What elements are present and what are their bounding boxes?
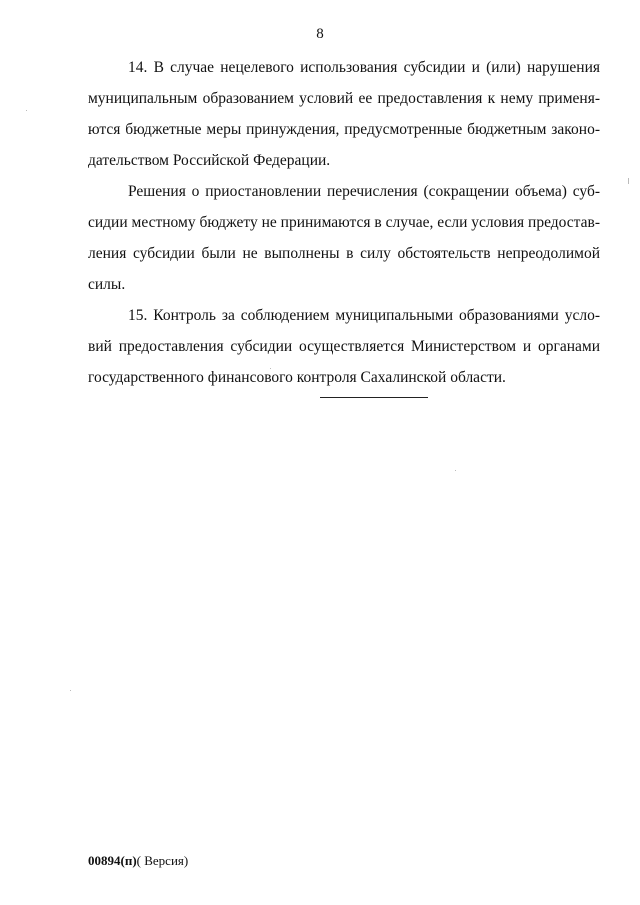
- text-line: ления субсидии были не выполнены в силу обстоятельств непреодолимой: [88, 245, 600, 262]
- text-line: дательством Российской Федерации.: [88, 152, 331, 169]
- scan-speck: [26, 110, 27, 111]
- scan-speck: [270, 368, 271, 369]
- scan-speck: [70, 690, 71, 691]
- version-label: ( Версия): [136, 853, 189, 868]
- text-line: ются бюджетные меры принуждения, предусмотренные бюджетным законо-: [88, 121, 600, 138]
- scan-speck: [455, 470, 456, 471]
- document-code: 00894(п): [88, 853, 137, 868]
- footer-document-code: [88, 853, 188, 869]
- text-line: силы.: [88, 276, 126, 293]
- text-line: Решения о приостановлении перечисления (сокращении объема) суб-: [128, 183, 600, 200]
- text-line: вий предоставления субсидии осуществляется Министерством и органами: [88, 338, 600, 355]
- text-line: муниципальным образованием условий ее предоставления к нему применя-: [88, 90, 600, 107]
- paragraph-subsidy-misuse: [88, 52, 600, 176]
- scan-speck: [628, 178, 629, 184]
- page-number: 8: [316, 26, 324, 42]
- text-line: государственного финансового контроля Сахалинской области.: [88, 369, 506, 386]
- end-divider-line: [320, 397, 428, 398]
- paragraph-control: [88, 300, 600, 393]
- paragraph-suspension-decisions: [88, 176, 600, 300]
- text-line: 15. Контроль за соблюдением муниципальными образованиями усло-: [128, 307, 600, 324]
- document-body: [88, 52, 600, 393]
- text-line: 14. В случае нецелевого использования субсидии и (или) нарушения: [128, 59, 600, 76]
- text-line: сидии местному бюджету не принимаются в случае, если условия предостав-: [88, 214, 600, 231]
